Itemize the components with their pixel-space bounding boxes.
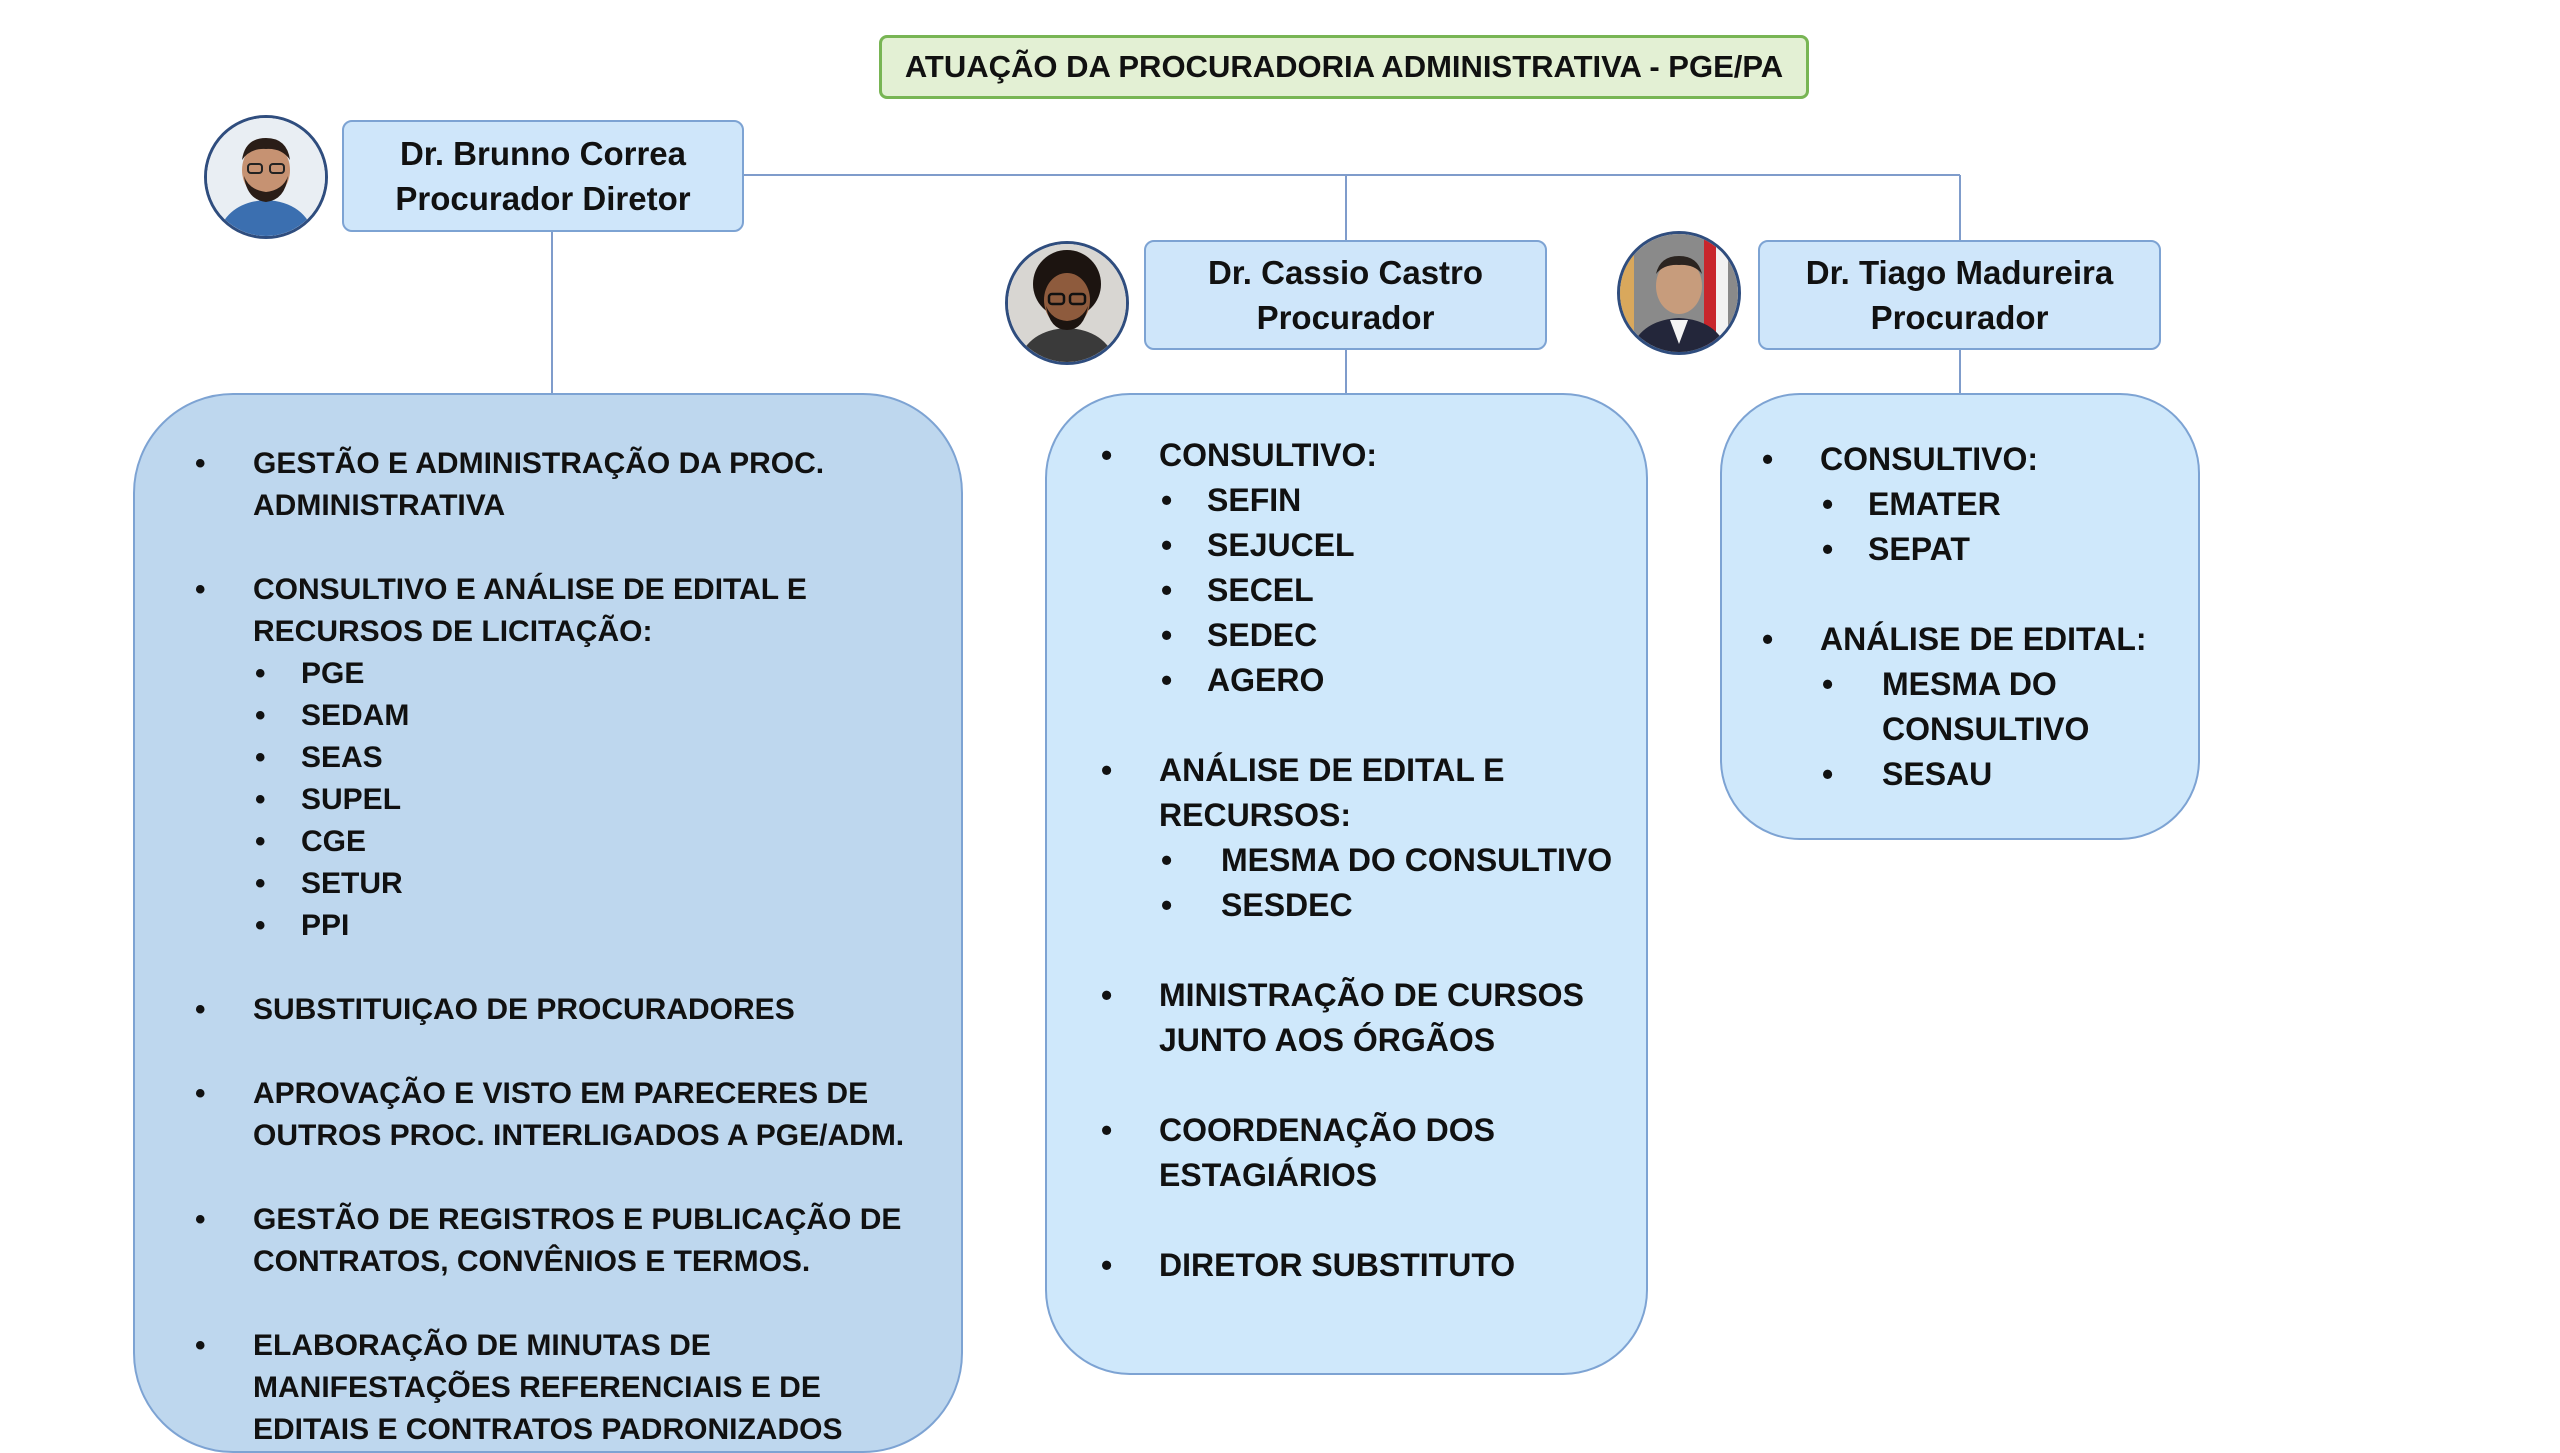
avatar-tiago-madureira: [1617, 231, 1741, 355]
sub-list-item: • EMATER: [1820, 482, 2178, 527]
tiago-duties-panel: [1720, 393, 2200, 840]
list-item: • MINISTRAÇÃO DE CURSOS JUNTO AOS ÓRGÃOS: [1099, 973, 1616, 1063]
sub-list-item: • SETUR: [253, 863, 921, 905]
list-item: • CONSULTIVO: • SEFIN • SEJUCEL • SECEL • SEDEC • AGERO: [1099, 433, 1616, 703]
director-duties-panel: [133, 393, 963, 1453]
chart-title: ATUAÇÃO DA PROCURADORIA ADMINISTRATIVA - PGE/PA: [879, 35, 1809, 99]
director-role: Procurador Diretor: [395, 180, 691, 217]
sub-list: [1159, 478, 1616, 703]
cassio-role: Procurador: [1256, 299, 1435, 336]
list-item: • DIRETOR SUBSTITUTO: [1099, 1243, 1616, 1288]
sub-list-item: • SEFIN: [1159, 478, 1616, 523]
cassio-name: Dr. Cassio Castro: [1207, 254, 1484, 291]
director-name: Dr. Brunno Correa: [399, 135, 687, 172]
sub-list-item: • SEDAM: [253, 695, 921, 737]
sub-list: [1159, 838, 1616, 928]
list-item: • CONSULTIVO E ANÁLISE DE EDITAL E RECURSOS DE LICITAÇÃO: • PGE • SEDAM • SEAS • SUPEL • CGE • SETUR • PPI: [193, 569, 921, 947]
sub-list-item: • SEJUCEL: [1159, 523, 1616, 568]
list-item: • ELABORAÇÃO DE MINUTAS DE MANIFESTAÇÕES REFERENCIAIS E DE EDITAIS E CONTRATOS PADRONIZADOS: [193, 1325, 921, 1451]
cassio-name-box: [1144, 240, 1547, 350]
list-item: • ANÁLISE DE EDITAL: • MESMA DO CONSULTIVO • SESAU: [1760, 617, 2178, 797]
list-item: • CONSULTIVO: • EMATER • SEPAT: [1760, 437, 2178, 572]
sub-list-item: • MESMA DO CONSULTIVO: [1820, 662, 2178, 752]
sub-list-item: • MESMA DO CONSULTIVO: [1159, 838, 1616, 883]
sub-list-item: • SEPAT: [1820, 527, 2178, 572]
tiago-role: Procurador: [1870, 299, 2049, 336]
sub-list: [1820, 482, 2178, 572]
list-item: • ANÁLISE DE EDITAL E RECURSOS: • MESMA DO CONSULTIVO • SESDEC: [1099, 748, 1616, 928]
sub-list: [253, 653, 921, 947]
sub-list-item: • CGE: [253, 821, 921, 863]
cassio-duties-list: [1099, 433, 1616, 1288]
avatar-brunno-correa: [204, 115, 328, 239]
sub-list-item: • SESDEC: [1159, 883, 1616, 928]
sub-list-item: • SUPEL: [253, 779, 921, 821]
sub-list-item: • SEDEC: [1159, 613, 1616, 658]
list-item: • GESTÃO E ADMINISTRAÇÃO DA PROC. ADMINISTRATIVA: [193, 443, 921, 527]
list-item: • COORDENAÇÃO DOS ESTAGIÁRIOS: [1099, 1108, 1616, 1198]
sub-list-item: • SESAU: [1820, 752, 2178, 797]
avatar-cassio-castro: [1005, 241, 1129, 365]
sub-list-item: • PGE: [253, 653, 921, 695]
director-duties-list: [193, 443, 921, 1451]
tiago-name: Dr. Tiago Madureira: [1805, 254, 2114, 291]
director-name-box: [342, 120, 744, 232]
list-item: • GESTÃO DE REGISTROS E PUBLICAÇÃO DE CONTRATOS, CONVÊNIOS E TERMOS.: [193, 1199, 921, 1283]
sub-list: [1820, 662, 2178, 797]
sub-list-item: • SEAS: [253, 737, 921, 779]
sub-list-item: • AGERO: [1159, 658, 1616, 703]
list-item: • APROVAÇÃO E VISTO EM PARECERES DE OUTROS PROC. INTERLIGADOS A PGE/ADM.: [193, 1073, 921, 1157]
sub-list-item: • SECEL: [1159, 568, 1616, 613]
tiago-duties-list: [1760, 437, 2178, 797]
tiago-name-box: [1758, 240, 2161, 350]
cassio-duties-panel: [1045, 393, 1648, 1375]
list-item: • SUBSTITUIÇAO DE PROCURADORES: [193, 989, 921, 1031]
sub-list-item: • PPI: [253, 905, 921, 947]
